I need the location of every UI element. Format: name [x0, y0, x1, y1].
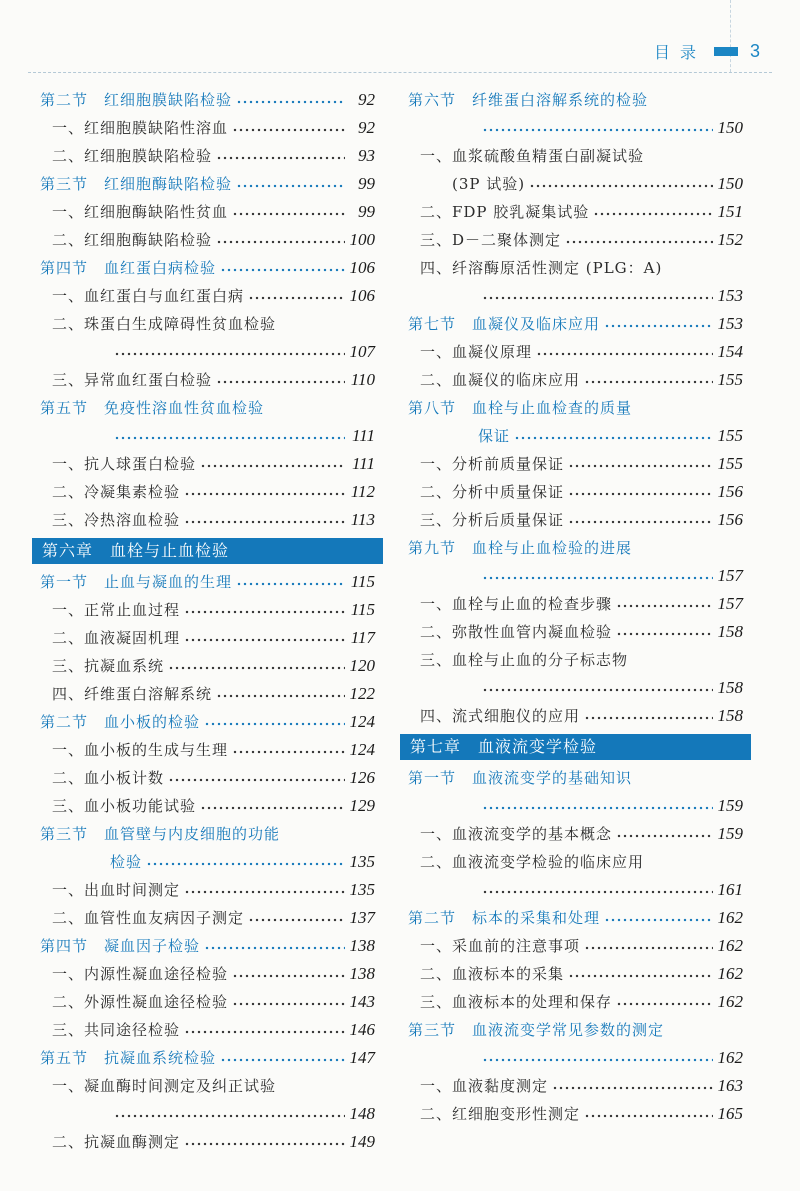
toc-page-number: 117 — [350, 628, 375, 647]
dot-leader — [220, 1052, 345, 1064]
toc-label: 二、红细胞酶缺陷检验 — [52, 231, 213, 249]
toc-label: 三、抗凝血系统 — [52, 657, 165, 675]
dot-leader — [482, 682, 713, 694]
dot-leader — [568, 968, 713, 980]
toc-page-number: 158 — [717, 622, 743, 641]
toc-page-number: 113 — [350, 510, 375, 529]
toc-label: 第六节 纤维蛋白溶解系统的检验 — [408, 91, 649, 109]
toc-section[interactable] — [408, 792, 743, 820]
toc-item[interactable] — [40, 960, 375, 988]
dot-leader — [114, 346, 345, 358]
toc-section[interactable] — [408, 562, 743, 590]
toc-label: 第二节 标本的采集和处理 — [408, 909, 601, 927]
toc-page-number: 135 — [349, 880, 375, 899]
header-title: 目录 — [653, 42, 706, 62]
page-number: 3 — [749, 40, 760, 61]
toc-page-number: 111 — [352, 454, 375, 473]
toc-label: 三、血小板功能试验 — [52, 797, 197, 815]
toc-section[interactable] — [408, 904, 743, 932]
toc-label: 一、正常止血过程 — [52, 601, 181, 619]
toc-page-number: 162 — [717, 936, 743, 955]
toc-item[interactable] — [408, 254, 743, 282]
dot-leader — [184, 632, 345, 644]
toc-section[interactable] — [40, 820, 375, 848]
toc-section[interactable] — [40, 422, 375, 450]
dot-leader — [568, 486, 713, 498]
toc-label: 三、异常血红蛋白检验 — [52, 371, 213, 389]
toc-page-number: 162 — [717, 992, 743, 1011]
dot-leader — [616, 996, 713, 1008]
toc-label: 三、分析后质量保证 — [420, 511, 565, 529]
toc-label: 二、弥散性血管内凝血检验 — [420, 623, 613, 641]
toc-page-number: 135 — [349, 852, 375, 871]
toc-item[interactable] — [408, 960, 743, 988]
toc-page-number: 151 — [717, 202, 743, 221]
toc-label: 第五节 抗凝血系统检验 — [40, 1049, 217, 1067]
toc-section[interactable] — [408, 86, 743, 114]
dot-leader — [482, 800, 713, 812]
toc-label: 二、血凝仪的临床应用 — [420, 371, 581, 389]
toc-label: 三、冷热溶血检验 — [52, 511, 181, 529]
toc-item[interactable] — [40, 142, 375, 170]
toc-label: 二、红细胞变形性测定 — [420, 1105, 581, 1123]
toc-section[interactable] — [40, 708, 375, 736]
toc-page-number: 115 — [350, 572, 375, 591]
toc-page-number: 120 — [349, 656, 375, 675]
toc-section[interactable] — [408, 422, 743, 450]
toc-item[interactable] — [408, 618, 743, 646]
toc-label: 四、纤溶酶原活性测定 (PLG：A) — [420, 259, 663, 277]
toc-label: 第二节 血小板的检验 — [40, 713, 201, 731]
toc-page-number: 156 — [717, 510, 743, 529]
toc-section[interactable] — [40, 932, 375, 960]
toc-label: 二、血液凝固机理 — [52, 629, 181, 647]
dot-leader — [216, 374, 345, 386]
dot-leader — [184, 604, 345, 616]
dot-leader — [220, 262, 345, 274]
toc-item[interactable] — [408, 646, 743, 674]
toc-label: 第九节 血栓与止血检验的进展 — [408, 539, 633, 557]
toc-label: 第三节 红细胞酶缺陷检验 — [40, 175, 233, 193]
toc-item[interactable] — [40, 596, 375, 624]
toc-label: 三、血栓与止血的分子标志物 — [420, 651, 629, 669]
toc-page-number: 159 — [717, 796, 743, 815]
toc-page-number: 150 — [717, 174, 743, 193]
dot-leader — [204, 940, 345, 952]
toc-item[interactable] — [408, 820, 743, 848]
toc-item[interactable] — [408, 1100, 743, 1128]
toc-page-number: 147 — [349, 1048, 375, 1067]
toc-label: 第四节 凝血因子检验 — [40, 937, 201, 955]
toc-item[interactable] — [40, 226, 375, 254]
dot-leader — [204, 716, 345, 728]
dot-leader — [184, 1136, 345, 1148]
toc-page-number: 122 — [349, 684, 375, 703]
toc-label: 保证 — [478, 427, 511, 445]
toc-item[interactable] — [40, 478, 375, 506]
dot-leader — [236, 94, 345, 106]
toc-page-number: 124 — [349, 740, 375, 759]
toc-page-number: 106 — [349, 286, 375, 305]
toc-section[interactable] — [408, 1016, 743, 1044]
header-divider — [28, 72, 772, 73]
toc-label: 二、珠蛋白生成障碍性贫血检验 — [52, 315, 277, 333]
toc-page-number: 107 — [349, 342, 375, 361]
dot-leader — [584, 1108, 713, 1120]
dot-leader — [184, 514, 345, 526]
dot-leader — [184, 884, 345, 896]
page-header — [654, 36, 760, 66]
toc-item[interactable] — [408, 848, 743, 876]
toc-section[interactable] — [40, 568, 375, 596]
toc-item[interactable] — [408, 674, 743, 702]
toc-item[interactable] — [408, 590, 743, 618]
toc-page-number: 162 — [717, 1048, 743, 1067]
toc-label: 三、共同途径检验 — [52, 1021, 181, 1039]
toc-page-number: 159 — [717, 824, 743, 843]
dot-leader — [584, 710, 713, 722]
dot-leader — [168, 772, 345, 784]
toc-label: 一、血液黏度测定 — [420, 1077, 549, 1095]
dot-leader — [552, 1080, 713, 1092]
toc-page-number: 162 — [717, 908, 743, 927]
toc-label: 一、血浆硫酸鱼精蛋白副凝试验 — [420, 147, 645, 165]
dot-leader — [216, 234, 345, 246]
toc-label: 第六章 血栓与止血检验 — [42, 541, 230, 560]
toc-label: 第三节 血液流变学常见参数的测定 — [408, 1021, 665, 1039]
toc-section[interactable] — [408, 114, 743, 142]
dot-leader — [593, 206, 713, 218]
dot-leader — [584, 940, 713, 952]
toc-label: 二、血小板计数 — [52, 769, 165, 787]
dot-leader — [482, 290, 713, 302]
toc-page-number: 156 — [717, 482, 743, 501]
toc-section[interactable] — [40, 86, 375, 114]
toc-item[interactable] — [40, 338, 375, 366]
toc-page-number: 99 — [358, 202, 375, 221]
toc-item[interactable] — [408, 450, 743, 478]
dot-leader — [184, 1024, 345, 1036]
toc-section[interactable] — [40, 848, 375, 876]
toc-item[interactable] — [40, 1072, 375, 1100]
toc-label: 第二节 红细胞膜缺陷检验 — [40, 91, 233, 109]
toc-section[interactable] — [408, 1044, 743, 1072]
toc-label: (3P 试验) — [452, 175, 526, 193]
toc-page-number: 157 — [717, 594, 743, 613]
dot-leader — [168, 660, 345, 672]
toc-label: 一、抗人球蛋白检验 — [52, 455, 197, 473]
toc-label: 一、红细胞酶缺陷性贫血 — [52, 203, 229, 221]
toc-label: 二、冷凝集素检验 — [52, 483, 181, 501]
toc-label: 二、血液标本的采集 — [420, 965, 565, 983]
toc-item[interactable] — [40, 1128, 375, 1156]
toc-label: 第四节 血红蛋白病检验 — [40, 259, 217, 277]
toc-label: 第七节 血凝仪及临床应用 — [408, 315, 601, 333]
toc-label: 一、内源性凝血途径检验 — [52, 965, 229, 983]
toc-page-number: 143 — [349, 992, 375, 1011]
toc-item[interactable] — [408, 170, 743, 198]
toc-item[interactable] — [40, 764, 375, 792]
toc-page-number: 92 — [358, 118, 375, 137]
toc-label: 一、采血前的注意事项 — [420, 937, 581, 955]
toc-item[interactable] — [40, 736, 375, 764]
toc-item[interactable] — [408, 142, 743, 170]
dot-leader — [482, 122, 713, 134]
toc-section[interactable] — [40, 170, 375, 198]
toc-label: 第七章 血液流变学检验 — [410, 737, 598, 756]
toc-page-number: 111 — [352, 426, 375, 445]
dot-leader — [482, 1052, 713, 1064]
toc-item[interactable] — [408, 282, 743, 310]
toc-label: 一、血栓与止血的检查步骤 — [420, 595, 613, 613]
toc-label: 四、纤维蛋白溶解系统 — [52, 685, 213, 703]
toc-item[interactable] — [40, 792, 375, 820]
toc-page-number: 110 — [350, 370, 375, 389]
toc-label: 一、凝血酶时间测定及纠正试验 — [52, 1077, 277, 1095]
toc-section[interactable] — [40, 394, 375, 422]
dot-leader — [114, 430, 345, 442]
toc-item[interactable] — [408, 366, 743, 394]
toc-item[interactable] — [40, 988, 375, 1016]
toc-item[interactable] — [408, 198, 743, 226]
dot-leader — [184, 486, 345, 498]
toc-item[interactable] — [408, 506, 743, 534]
dot-leader — [568, 458, 713, 470]
toc-label: 三、D－二聚体测定 — [420, 231, 562, 249]
toc-chapter-heading — [400, 734, 751, 760]
toc-item[interactable] — [40, 450, 375, 478]
toc-page-number: 92 — [358, 90, 375, 109]
toc-item[interactable] — [40, 506, 375, 534]
dot-leader — [232, 122, 345, 134]
toc-page-number: 152 — [717, 230, 743, 249]
toc-label: 第一节 血液流变学的基础知识 — [408, 769, 633, 787]
toc-item[interactable] — [408, 988, 743, 1016]
toc-label: 一、血凝仪原理 — [420, 343, 533, 361]
toc-page-number: 138 — [349, 964, 375, 983]
dot-leader — [232, 968, 345, 980]
dot-leader — [146, 856, 345, 868]
toc-label: 一、分析前质量保证 — [420, 455, 565, 473]
toc-section[interactable] — [408, 534, 743, 562]
toc-page-number: 161 — [717, 880, 743, 899]
toc-page-number: 148 — [349, 1104, 375, 1123]
toc-label: 第三节 血管壁与内皮细胞的功能 — [40, 825, 281, 843]
toc-page-number: 137 — [349, 908, 375, 927]
dot-leader — [216, 150, 345, 162]
dot-leader — [482, 570, 713, 582]
toc-page-number: 154 — [717, 342, 743, 361]
toc-label: 二、分析中质量保证 — [420, 483, 565, 501]
toc-page-number: 146 — [349, 1020, 375, 1039]
dot-leader — [536, 346, 713, 358]
toc-page-number: 158 — [717, 678, 743, 697]
toc-page-number: 153 — [717, 286, 743, 305]
toc-page-number: 165 — [717, 1104, 743, 1123]
toc-page-number: 153 — [717, 314, 743, 333]
dot-leader — [482, 884, 713, 896]
toc-item[interactable] — [40, 624, 375, 652]
dot-leader — [616, 828, 713, 840]
toc-label: 检验 — [110, 853, 143, 871]
toc-item[interactable] — [408, 478, 743, 506]
toc-label: 第一节 止血与凝血的生理 — [40, 573, 233, 591]
toc-label: 一、血液流变学的基本概念 — [420, 825, 613, 843]
toc-label: 二、外源性凝血途径检验 — [52, 993, 229, 1011]
toc-label: 第五节 免疫性溶血性贫血检验 — [40, 399, 265, 417]
toc-item[interactable] — [408, 226, 743, 254]
toc-section[interactable] — [408, 394, 743, 422]
toc-label: 二、血管性血友病因子测定 — [52, 909, 245, 927]
toc-page-number: 93 — [358, 146, 375, 165]
dot-leader — [529, 178, 713, 190]
dot-leader — [604, 318, 713, 330]
dot-leader — [616, 598, 713, 610]
dot-leader — [584, 374, 713, 386]
toc-page-number: 100 — [349, 230, 375, 249]
toc-section[interactable] — [408, 310, 743, 338]
toc-page-number: 155 — [717, 426, 743, 445]
dot-leader — [114, 1108, 345, 1120]
toc-page-number: 126 — [349, 768, 375, 787]
toc-page-number: 115 — [350, 600, 375, 619]
toc-item[interactable] — [40, 904, 375, 932]
toc-page-number: 99 — [358, 174, 375, 193]
toc-label: 二、红细胞膜缺陷检验 — [52, 147, 213, 165]
toc-page-number: 124 — [349, 712, 375, 731]
toc-page-number: 158 — [717, 706, 743, 725]
toc-section[interactable] — [40, 254, 375, 282]
dot-leader — [568, 514, 713, 526]
toc-label: 二、抗凝血酶测定 — [52, 1133, 181, 1151]
header-bar — [714, 47, 738, 56]
toc-item[interactable] — [40, 198, 375, 226]
toc-page-number: 155 — [717, 370, 743, 389]
toc-section[interactable] — [40, 1044, 375, 1072]
dot-leader — [216, 688, 345, 700]
toc-item[interactable] — [40, 310, 375, 338]
dot-leader — [232, 996, 345, 1008]
toc-page-number: 150 — [717, 118, 743, 137]
toc-chapter-heading — [32, 538, 383, 564]
toc-item[interactable] — [408, 876, 743, 904]
toc-label: 一、血红蛋白与血红蛋白病 — [52, 287, 245, 305]
toc-label: 四、流式细胞仪的应用 — [420, 707, 581, 725]
dot-leader — [232, 206, 345, 218]
toc-item[interactable] — [408, 1072, 743, 1100]
toc-page-number: 162 — [717, 964, 743, 983]
toc-label: 三、血液标本的处理和保存 — [420, 993, 613, 1011]
toc-label: 一、红细胞膜缺陷性溶血 — [52, 119, 229, 137]
toc-page-number: 163 — [717, 1076, 743, 1095]
dot-leader — [248, 290, 345, 302]
toc-item[interactable] — [40, 366, 375, 394]
toc-left-column — [40, 86, 375, 1156]
toc-page-number: 129 — [349, 796, 375, 815]
dot-leader — [200, 800, 345, 812]
toc-item[interactable] — [408, 338, 743, 366]
toc-page-number: 106 — [349, 258, 375, 277]
toc-item[interactable] — [408, 932, 743, 960]
toc-right-column — [408, 86, 743, 1128]
toc-item[interactable] — [408, 702, 743, 730]
toc-label: 一、出血时间测定 — [52, 881, 181, 899]
dot-leader — [236, 576, 345, 588]
toc-item[interactable] — [40, 1016, 375, 1044]
dot-leader — [565, 234, 713, 246]
toc-item[interactable] — [40, 680, 375, 708]
toc-item[interactable] — [40, 1100, 375, 1128]
dot-leader — [232, 744, 345, 756]
dot-leader — [514, 430, 713, 442]
toc-label: 二、血液流变学检验的临床应用 — [420, 853, 645, 871]
dot-leader — [616, 626, 713, 638]
toc-page-number: 138 — [349, 936, 375, 955]
dot-leader — [248, 912, 345, 924]
toc-label: 一、血小板的生成与生理 — [52, 741, 229, 759]
dot-leader — [236, 178, 345, 190]
toc-section[interactable] — [408, 764, 743, 792]
toc-item[interactable] — [40, 114, 375, 142]
toc-page-number: 155 — [717, 454, 743, 473]
dot-leader — [604, 912, 713, 924]
toc-page-number: 112 — [350, 482, 375, 501]
toc-item[interactable] — [40, 282, 375, 310]
toc-item[interactable] — [40, 652, 375, 680]
toc-label: 第八节 血栓与止血检查的质量 — [408, 399, 633, 417]
toc-page-number: 149 — [349, 1132, 375, 1151]
dot-leader — [200, 458, 345, 470]
toc-page-number: 157 — [717, 566, 743, 585]
toc-label: 二、FDP 胶乳凝集试验 — [420, 203, 590, 221]
toc-item[interactable] — [40, 876, 375, 904]
